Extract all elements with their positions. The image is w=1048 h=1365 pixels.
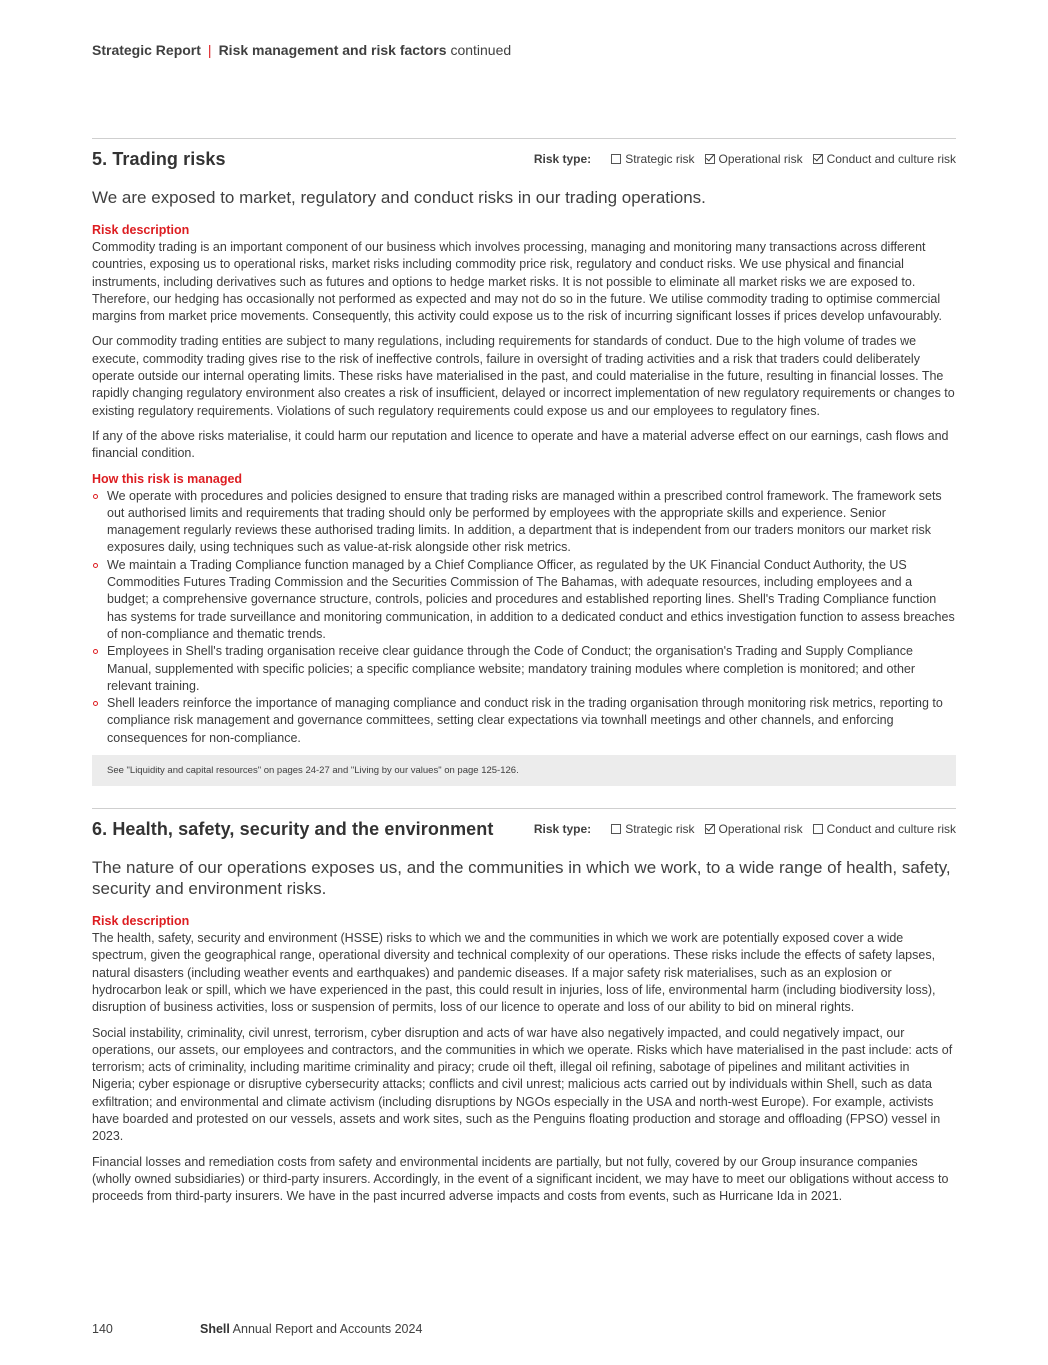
section-header-trading-risks [92, 139, 956, 177]
risk-type-strategic [611, 822, 694, 836]
list-item: We operate with procedures and policies designed to ensure that trading risks are managed within a prescribed control framework. The framework sets out authorised limits and requirements that trading should only be performed by employees with the appropriate skills and experience. Senior management regularly reviews these authorised trading limits. In addition, a department that is independent from our traders monitors our market risk exposures daily, using techniques such as value-at-risk alongside other risk metrics. [92, 488, 956, 557]
section-header-hsse [92, 809, 956, 847]
risk-description-heading: Risk description [92, 223, 190, 237]
risk-type-text: Operational risk [718, 152, 803, 166]
risk-type-conduct [813, 152, 956, 166]
risk-type-strategic [611, 152, 694, 166]
header-continued: continued [450, 42, 512, 58]
section-title: 6. Health, safety, security and the environment [92, 819, 494, 840]
report-title: Annual Report and Accounts 2024 [232, 1322, 423, 1336]
risk-type-label: Risk type: [533, 152, 592, 166]
risk-type-indicator [534, 822, 956, 836]
brand-name: Shell [200, 1322, 230, 1336]
risk-type-label: Risk type: [533, 822, 592, 837]
management-bullet-list [92, 488, 956, 747]
body-paragraph: If any of the above risks materialise, it could harm our reputation and licence to operate and have a material adverse effect on our earnings, cash flows and financial condition. [92, 428, 949, 461]
body-paragraph: Our commodity trading entities are subject to many regulations, including requirements for standards of conduct. Due to the high volume of trades we execute, commodity trading gives rise to the risk of ineffective controls, failure in oversight of trading activities and a risk that traders could deliberately operate outside our internal operating limits. These risks have materialised in the past, and could materialise in the future, resulting in financial losses. The rapidly changing regulatory environment also creates a risk of insufficient, delayed or incorrect implementation of new regulatory requirements or changes to existing regulatory requirements. Violations of such regulatory requirements could expose us and our employees to regulatory fines. [92, 334, 955, 418]
section-intro: The nature of our operations exposes us, and the communities in which we work, to a wide range of health, safety, security and environment risks. [92, 858, 951, 899]
risk-managed-heading: How this risk is managed [92, 471, 243, 486]
list-item: Employees in Shell's trading organisation receive clear guidance through the Code of Conduct; the organisation's Trading and Supply Compliance Manual, supplemented with specific policies; a specific compliance website; mandatory training modules where completion is monitored; and other relevant training. [92, 643, 956, 695]
running-header [92, 42, 511, 58]
risk-type-operational [705, 152, 803, 166]
risk-type-text: Strategic risk [625, 822, 695, 837]
header-section: Strategic Report [92, 42, 201, 58]
body-paragraph: Commodity trading is an important component of our business which involves processing, managing and monitoring many transactions across different countries, exposing us to operational risks, market risks including commodity price risk, regulatory and conduct risks. We use physical and financial instruments, including derivatives such as futures and options to hedge market risks. It is not possible to eliminate all market risks we are exposed to. Therefore, our hedging has occasionally not performed as expected and may not do so in the future. We utilise commodity trading to optimise commercial margins from market price movements. Consequently, this activity could expose us to the risk of incurring significant losses if prices develop unfavourably. [92, 240, 942, 324]
cross-reference-note: See "Liquidity and capital resources" on pages 24-27 and "Living by our values" on page 125-126. [92, 755, 956, 786]
page-content [92, 138, 956, 1213]
section-intro: We are exposed to market, regulatory and conduct risks in our trading operations. [92, 188, 706, 207]
risk-type-text: Strategic risk [625, 152, 695, 166]
risk-type-conduct [813, 822, 956, 836]
risk-type-text: Operational risk [718, 822, 803, 837]
risk-description-heading: Risk description [92, 914, 190, 929]
risk-type-indicator [534, 152, 956, 166]
checked-box-icon [705, 824, 715, 834]
list-item: Shell leaders reinforce the importance of managing compliance and conduct risk in the trading organisation through monitoring risk metrics, reporting to compliance risk management and governance committees, setting clear expectations via townhall meetings and other channels, and enforcing consequences for non-compliance. [92, 695, 956, 747]
body-paragraph: The health, safety, security and environment (HSSE) risks to which we and the communities in which we work are potentially exposed cover a wide spectrum, given the geographical range, operational diversity and technical complexity of our operations. These risks include the effects of safety lapses, natural disasters (including weather events and earthquakes) and pandemic diseases. If a major safety risk materialises, such as an explosion or hydrocarbon leak or spill, which we have experienced in the past, this could result in injuries, loss of life, environmental harm (including biodiversity loss), disruption of business activities, loss or suspension of permits, loss of our licence to operate and loss of our ability to bid on mineral rights. [92, 931, 936, 1015]
header-topic: Risk management and risk factors [218, 42, 447, 58]
body-paragraph: Social instability, criminality, civil unrest, terrorism, cyber disruption and acts of war have also negatively impacted, and could negatively impact, our operations, our assets, our employees and contractors, and the communities in which we operate. Risks which have materialised in the past include: acts of terrorism; acts of criminality, including maritime criminality and piracy; crude oil theft, illegal oil refining, sabotage of pipelines and militant activities in Nigeria; cyber espionage or disruptive cybersecurity attacks; conflicts and civil unrest; malicious acts carried out by individuals within Shell, such as data exfiltration; and environmental and climate activism (including disruptions by NGOs especially in the USA and north-west Europe). For example, activists have boarded and protested on our vessels, assets and work sites, such as the Penguins floating production and storage and offloading (FPSO) vessel in 2023. [92, 1025, 953, 1144]
section-title: 5. Trading risks [92, 149, 226, 169]
list-item: We maintain a Trading Compliance function managed by a Chief Compliance Officer, as regulated by the UK Financial Conduct Authority, the US Commodities Futures Trading Commission and the Securities Commission of The Bahamas, with adequate resources, including employees and a budget; a comprehensive governance structure, controls, policies and procedures and established reporting lines. Shell's Trading Compliance function has systems for trade surveillance and monitoring communication, in addition to a dedicated conduct and ethics investigation function to assess breaches of non-compliance and thematic trends. [92, 557, 956, 643]
unchecked-box-icon [611, 154, 621, 164]
page-number: 140 [92, 1322, 113, 1336]
body-paragraph: Financial losses and remediation costs from safety and environmental incidents are partially, but not fully, covered by our Group insurance companies (wholly owned subsidiaries) or third-party insurers. Accordingly, in the event of a significant incident, we may have to meet our obligations without access to proceeds from third-party insurers. We have in the past incurred adverse impacts and costs from events, such as Hurricane Ida in 2021. [92, 1154, 949, 1204]
risk-type-text: Conduct and culture risk [826, 152, 956, 166]
header-separator: | [207, 42, 212, 58]
risk-type-text: Conduct and culture risk [826, 822, 956, 837]
unchecked-box-icon [611, 824, 621, 834]
checked-box-icon [813, 154, 823, 164]
checked-box-icon [705, 154, 715, 164]
unchecked-box-icon [813, 824, 823, 834]
page-footer [92, 1322, 422, 1336]
risk-type-operational [705, 822, 803, 836]
